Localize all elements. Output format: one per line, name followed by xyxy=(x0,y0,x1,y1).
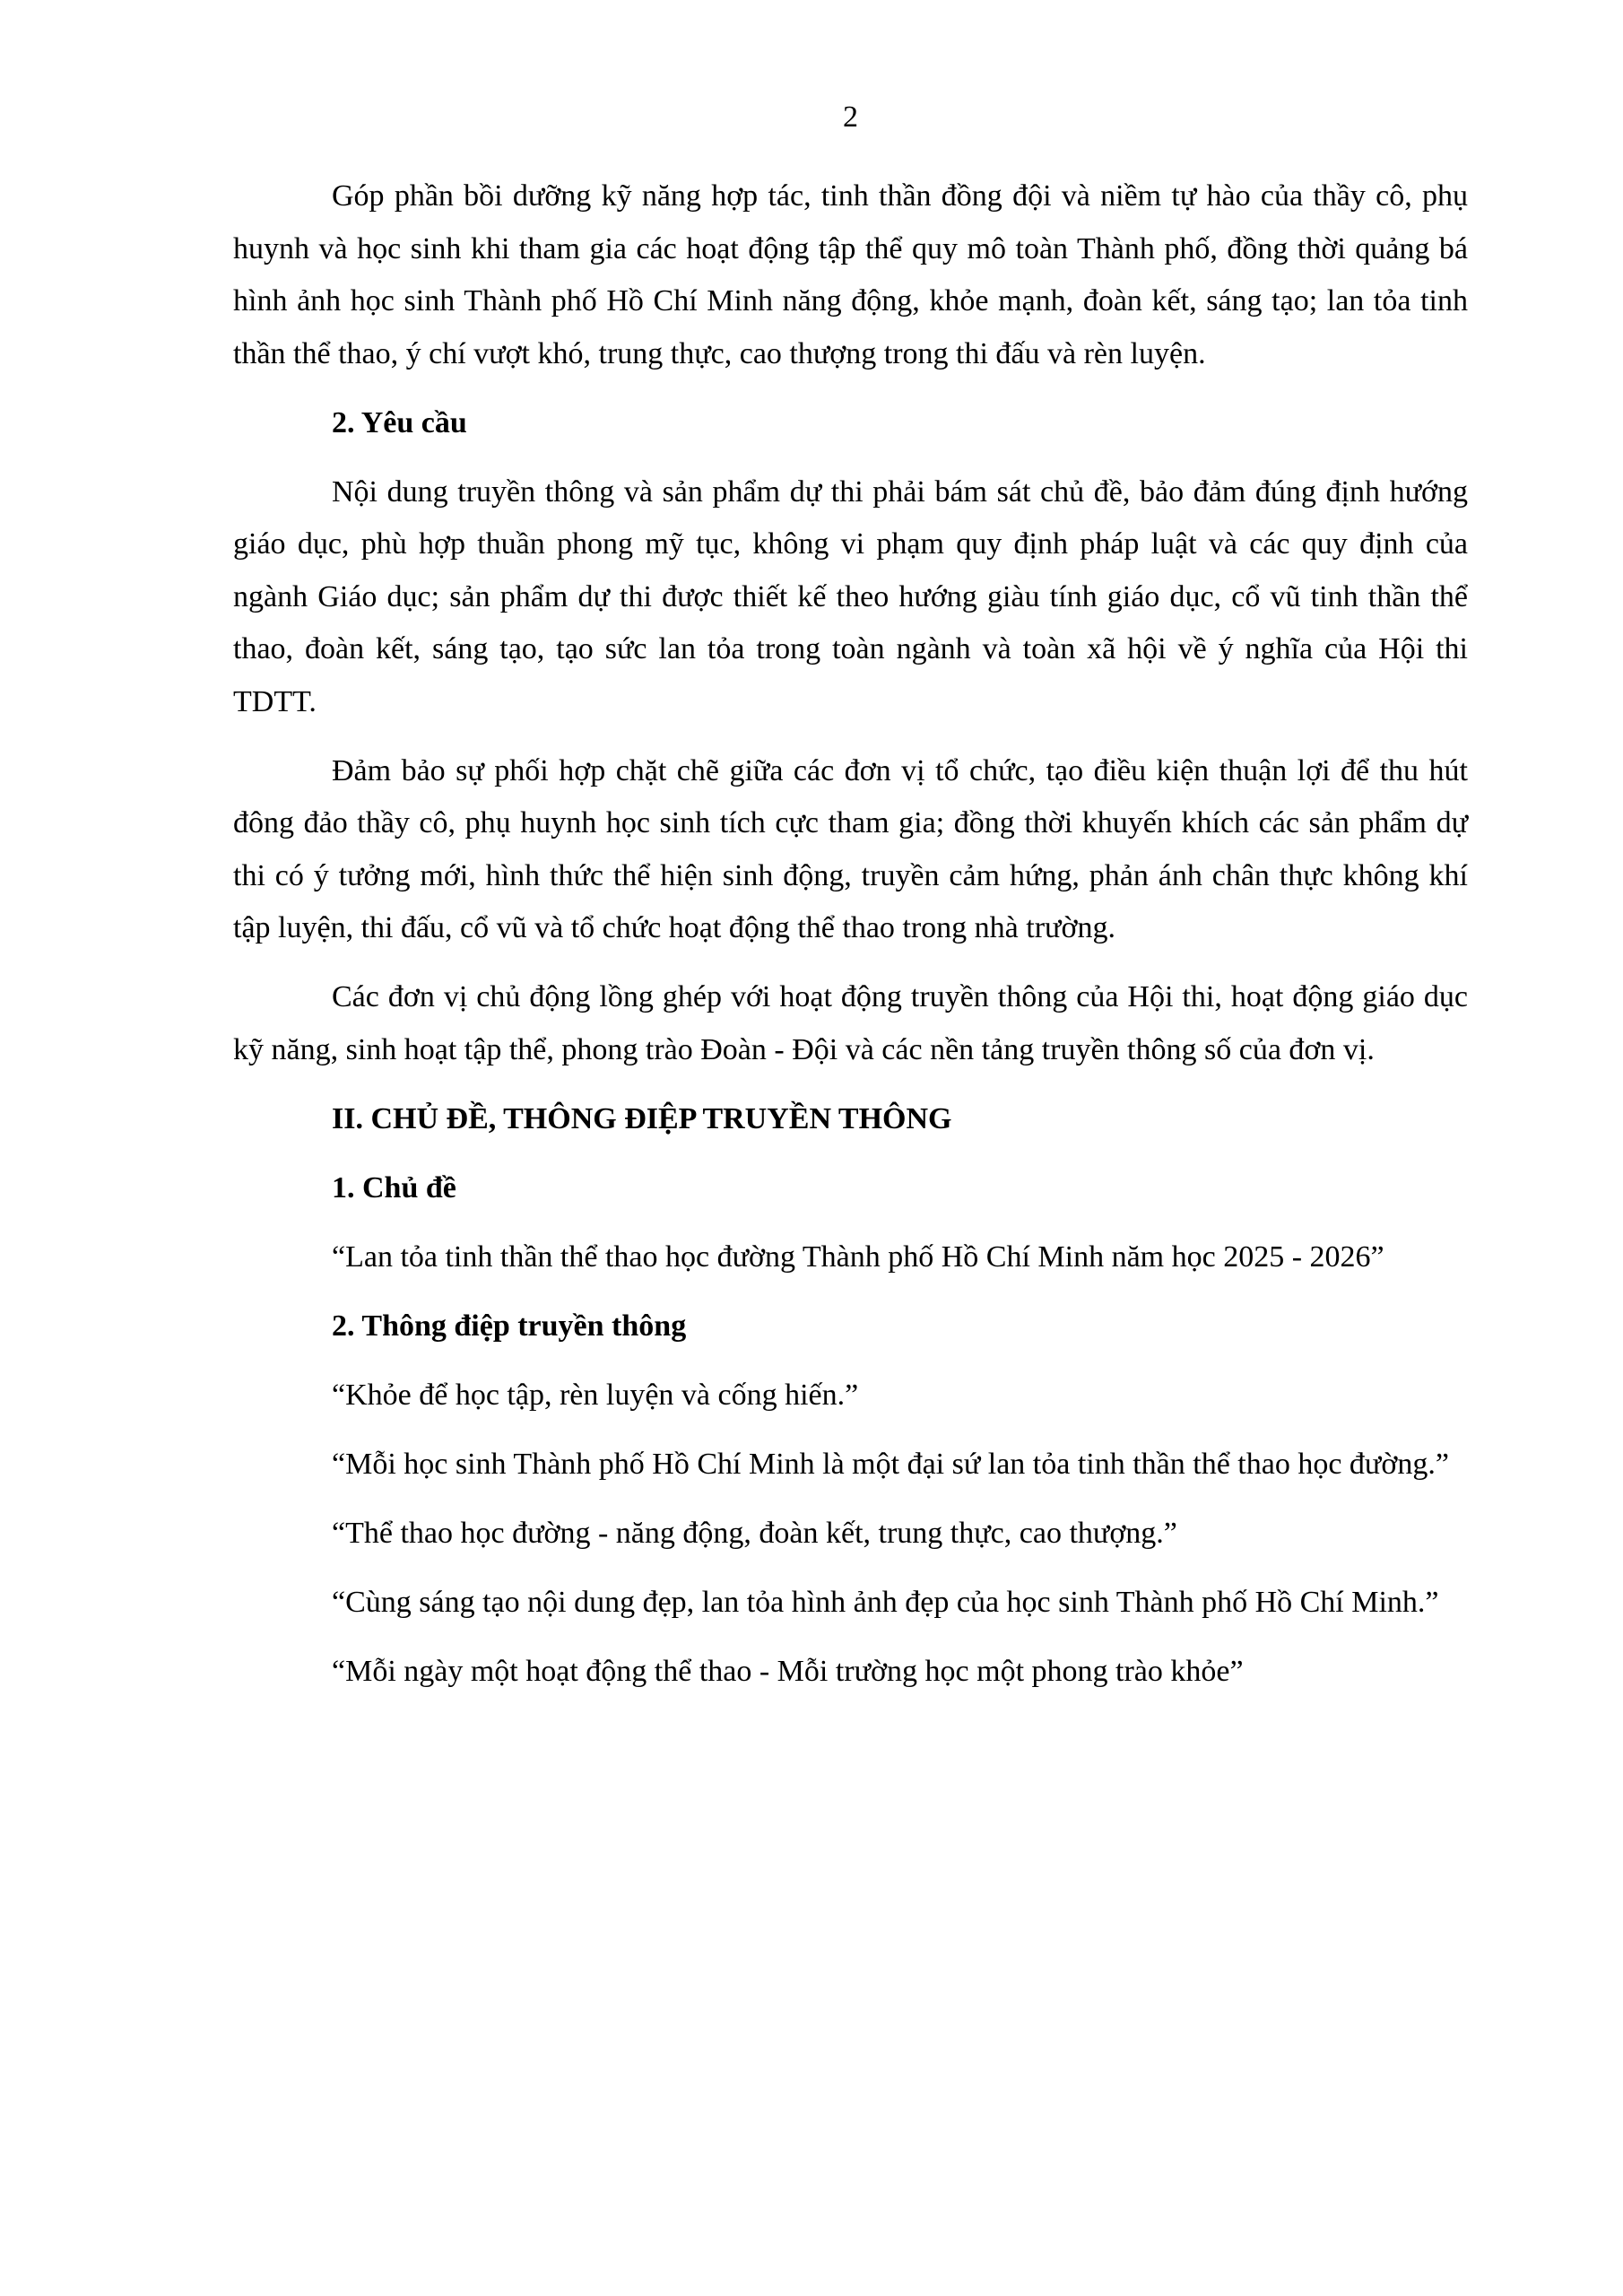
message-quote: “Cùng sáng tạo nội dung đẹp, lan tỏa hình ảnh đẹp của học sinh Thành phố Hồ Chí Minh.” xyxy=(332,1585,1439,1619)
paragraph-purpose: Góp phần bồi dưỡng kỹ năng hợp tác, tinh thần đồng đội và niềm tự hào của thầy cô, phụ huynh và học sinh khi tham gia các hoạt động tập thể quy mô toàn Thành phố, đồng thời quảng bá hình ảnh học sinh Thành phố Hồ Chí Minh năng động, khỏe mạnh, đoàn kết, sáng tạo; lan tỏa tinh thần thể thao, ý chí vượt khó, trung thực, cao thượng trong thi đấu và rèn luyện. xyxy=(233,179,1468,370)
paragraph-integration: Các đơn vị chủ động lồng ghép với hoạt động truyền thông của Hội thi, hoạt động giáo dục kỹ năng, sinh hoạt tập thể, phong trào Đoàn - Đội và các nền tảng truyền thông số của đơn vị. xyxy=(233,980,1468,1066)
heading-requirements: 2. Yêu cầu xyxy=(332,405,467,439)
heading-section-ii: II. CHỦ ĐỀ, THÔNG ĐIỆP TRUYỀN THÔNG xyxy=(332,1101,952,1135)
message-quote: “Thể thao học đường - năng động, đoàn kết, trung thực, cao thượng.” xyxy=(332,1516,1177,1550)
document-body xyxy=(233,170,1468,1715)
page-number: 2 xyxy=(843,100,858,134)
heading-theme: 1. Chủ đề xyxy=(332,1170,456,1205)
message-quote: “Mỗi học sinh Thành phố Hồ Chí Minh là một đại sứ lan tỏa tinh thần thể thao học đường.” xyxy=(332,1447,1449,1481)
heading-messages: 2. Thông điệp truyền thông xyxy=(332,1309,687,1343)
paragraph-theme-quote: “Lan tỏa tinh thần thể thao học đường Thành phố Hồ Chí Minh năm học 2025 - 2026” xyxy=(332,1239,1384,1274)
message-quote: “Khỏe để học tập, rèn luyện và cống hiến.” xyxy=(332,1378,859,1412)
paragraph-content-requirements: Nội dung truyền thông và sản phẩm dự thi phải bám sát chủ đề, bảo đảm đúng định hướng giáo dục, phù hợp thuần phong mỹ tục, không vi phạm quy định pháp luật và các quy định của ngành Giáo dục; sản phẩm dự thi được thiết kế theo hướng giàu tính giáo dục, cổ vũ tinh thần thể thao, đoàn kết, sáng tạo, tạo sức lan tỏa trong toàn ngành và toàn xã hội về ý nghĩa của Hội thi TDTT. xyxy=(233,474,1468,718)
paragraph-coordination: Đảm bảo sự phối hợp chặt chẽ giữa các đơn vị tổ chức, tạo điều kiện thuận lợi để thu hút đông đảo thầy cô, phụ huynh học sinh tích cực tham gia; đồng thời khuyến khích các sản phẩm dự thi có ý tưởng mới, hình thức thể hiện sinh động, truyền cảm hứng, phản ánh chân thực không khí tập luyện, thi đấu, cổ vũ và tổ chức hoạt động thể thao trong nhà trường. xyxy=(233,753,1468,944)
message-quote: “Mỗi ngày một hoạt động thể thao - Mỗi trường học một phong trào khỏe” xyxy=(332,1654,1244,1688)
